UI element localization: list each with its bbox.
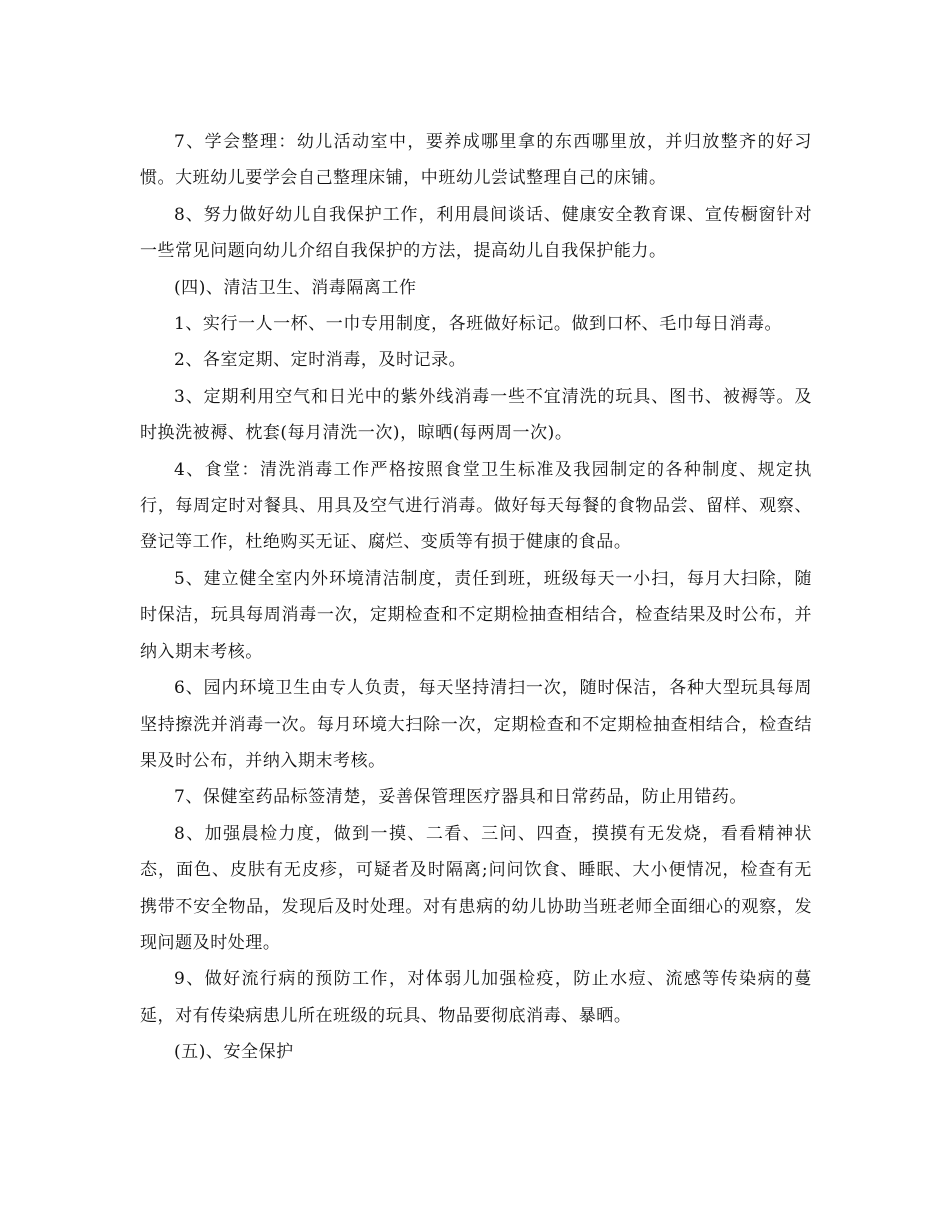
paragraph-item-3-uv-disinfection: 3、定期利用空气和日光中的紫外线消毒一些不宜清洗的玩具、图书、被褥等。及时换洗被褥、枕套(每月清洗一次)，晾晒(每两周一次)。 [140,386,812,444]
paragraph-item-8-morning-check: 8、加强晨检力度，做到一摸、二看、三问、四查，摸摸有无发烧，看看精神状态，面色、皮肤有无皮疹，可疑者及时隔离;问问饮食、睡眠、大小便情况，检查有无携带不安全物品，发现后及时处理。对有患病的幼儿协助当班老师全面细心的观察，发现问题及时处理。 [140,823,812,953]
paragraph-item-4-canteen: 4、食堂：清洗消毒工作严格按照食堂卫生标准及我园制定的各种制度、规定执行，每周定时对餐具、用具及空气进行消毒。做好每天每餐的食物品尝、留样、观察、登记等工作，杜绝购买无证、腐烂、变质等有损于健康的食品。 [140,459,812,553]
paragraph-item-1-cups-towels: 1、实行一人一杯、一巾专用制度，各班做好标记。做到口杯、毛巾每日消毒。 [174,314,783,335]
paragraph-item-7-medicine: 7、保健室药品标签清楚，妥善保管理医疗器具和日常药品，防止用错药。 [174,787,747,808]
section-heading-cleaning-disinfection: (四)、清洁卫生、消毒隔离工作 [174,277,417,298]
paragraph-item-6-campus-hygiene: 6、园内环境卫生由专人负责，每天坚持清扫一次，随时保洁，各种大型玩具每周坚持擦洗并消毒一次。每月环境大扫除一次，定期检查和不定期检抽查相结合，检查结果及时公布，并纳入期末考核。 [140,678,812,771]
paragraph-item-9-epidemic-prevention: 9、做好流行病的预防工作，对体弱儿加强检疫，防止水痘、流感等传染病的蔓延，对有传染病患儿所在班级的玩具、物品要彻底消毒、暴晒。 [140,969,812,1026]
paragraph-item-5-environment-cleaning: 5、建立健全室内外环境清洁制度，责任到班，班级每天一小扫，每月大扫除，随时保洁，玩具每周消毒一次，定期检查和不定期检抽查相结合，检查结果及时公布，并纳入期末考核。 [140,568,812,662]
paragraph-item-8-self-protection: 8、努力做好幼儿自我保护工作，利用晨间谈话、健康安全教育课、宣传橱窗针对一些常见问题向幼儿介绍自我保护的方法，提高幼儿自我保护能力。 [140,204,812,262]
paragraph-item-2-room-disinfection: 2、各室定期、定时消毒，及时记录。 [174,350,467,371]
section-heading-safety-protection: (五)、安全保护 [174,1042,294,1063]
paragraph-item-7-tidying: 7、学会整理：幼儿活动室中，要养成哪里拿的东西哪里放，并归放整齐的好习惯。大班幼儿要学会自己整理床铺，中班幼儿尝试整理自己的床铺。 [140,132,812,189]
document-body [140,124,812,1071]
